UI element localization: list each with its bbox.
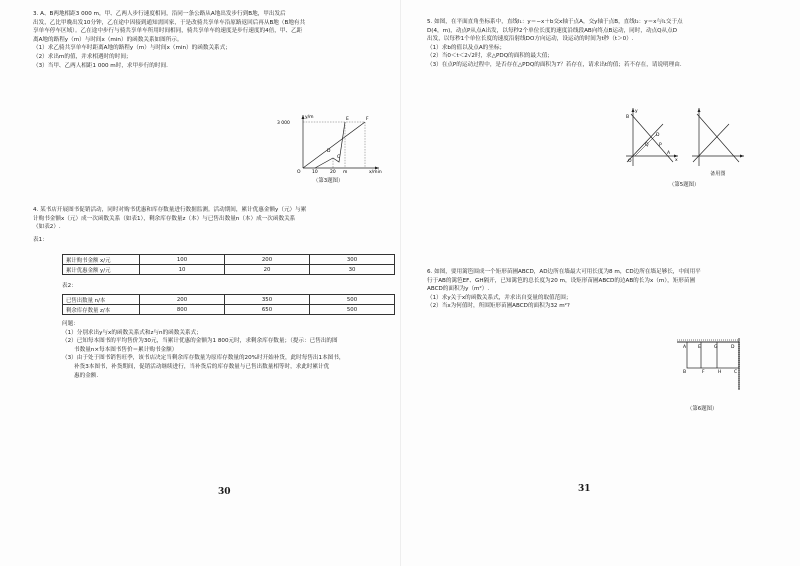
q6-fig-label: G	[714, 345, 718, 350]
table-row	[63, 305, 395, 315]
question-6	[427, 268, 782, 311]
q4-sub: 书数量n×每本图书售价＝累计购书金额）	[74, 346, 178, 353]
q3-y-label: y/m	[305, 115, 314, 120]
table-row	[63, 255, 395, 265]
table-cell: 500	[310, 295, 395, 305]
table-2	[62, 294, 395, 315]
q5-line: 出发，以每秒1个单位长度的速度沿射线DO方向运动，设运动的时间为t秒（t＞0）.	[427, 36, 634, 43]
q3-x-label: x/min	[369, 170, 382, 174]
q6-fig-label: E	[698, 345, 701, 350]
q5-figure	[623, 106, 681, 168]
q3-point-label: O	[297, 170, 301, 174]
q6-sub: （2）当x为何值时，所围矩形苗圃ABCD的面积为32 m²?	[427, 303, 570, 310]
q4-sub: 惠的金额.	[74, 372, 99, 379]
table-cell: 350	[225, 295, 310, 305]
q6-line: ABCD的面积为y（m²）.	[427, 286, 490, 293]
table-cell: 200	[225, 255, 310, 265]
q4-sub: （2）已知每本图书的平均售价为30元，当累计优惠的金额为1 800元时，求剩余库存数量；（提示：已售出的图	[62, 338, 338, 345]
q3-line: 3. A、B两地相距3 000 m，甲、乙两人步行速度相同，沿同一条公路从A地出发步行到B地，甲出发后	[33, 11, 286, 17]
table-cell: 已售出数量 n/本	[63, 295, 140, 305]
q4-line: （如表2）.	[33, 224, 61, 231]
q6-line: 行于AB的篱笆EF、GH隔开，已知篱笆的总长度为20 m，设矩形苗圃ABCD的边AB的长为x（m），矩形苗圃	[427, 277, 696, 284]
q6-fig-label: F	[702, 370, 705, 375]
q6-fig-label: H	[718, 370, 722, 375]
q3-y-tick: 3 000	[277, 121, 290, 126]
table-cell: 10	[140, 265, 225, 275]
q3-x-tick: 10	[312, 170, 318, 174]
q5-line: D(4，m)，动点P从点A出发，以每秒2个单位长度的速度沿线段AB向终点B运动，同时，动点Q从点D	[427, 27, 678, 34]
table-cell: 剩余库存数量 z/本	[63, 305, 140, 315]
q6-fig-label: C	[734, 370, 738, 375]
q4-ask: 问题：	[62, 321, 79, 327]
q3-sub: （2）求出m的值，并求相遇时的时间；	[33, 53, 132, 60]
q3-point-label: C	[337, 155, 341, 160]
q3-line: 离A地的路程y（m）与时间x（min）的函数关系如图所示。	[33, 36, 183, 43]
question-3	[33, 10, 378, 70]
table-cell: 800	[140, 305, 225, 315]
question-4	[33, 206, 378, 244]
q3-point-label: F	[366, 117, 369, 122]
q3-point-label: E	[346, 117, 349, 122]
q6-line: 6. 如图，要用篱笆围成一个矩形苗圃ABCD，AD边所在墙最大可用长度为8 m，CD边所在墙足够长，中间用平	[427, 269, 701, 275]
q5-fig-label: x	[675, 158, 678, 163]
table2-title: 表2：	[62, 283, 77, 289]
q4-line: 计购书金额x（元）成一次函数关系（如表1），剩余库存数量z（本）与已售出数量n（本）成一次函数关系	[33, 215, 296, 222]
q3-graph	[275, 112, 385, 174]
q5-fig-label: Q	[645, 143, 649, 148]
page-number: 30	[218, 487, 231, 497]
table-1	[62, 254, 395, 275]
q3-x-tick: m	[343, 170, 348, 174]
table-cell: 500	[310, 305, 395, 315]
q3-line: 出发，乙比甲晚出发10分钟，乙在途中因接到通知需回家，于是改骑共享单车沿原路返回后再从B地（B地有共	[33, 19, 306, 26]
q3-point-label: D	[327, 149, 331, 154]
q5-line: 5. 如图，在平面直角坐标系中，直线l₁：y＝−x＋b交x轴于点A，交y轴于点B，直线l₂：y＝x与l₁交于点	[427, 19, 683, 25]
q3-caption: （第3题图）	[313, 178, 344, 184]
table-row	[63, 295, 395, 305]
q4-sub: 补货3本图书，补货期间，促销活动继续进行，当补货后的库存数量与已售出数量相等时，求此时累计优	[74, 363, 330, 370]
q5-fig-label: P	[659, 143, 662, 148]
table-cell: 累计购书金额 x/元	[63, 255, 140, 265]
q6-sub: （1）求y关于x的函数关系式，并求出自变量的取值范围；	[427, 294, 572, 301]
table-cell: 200	[140, 295, 225, 305]
right-page	[400, 0, 800, 566]
q5-fig-label: D	[656, 133, 660, 138]
table-cell: 300	[310, 255, 395, 265]
q5-fig-label: B	[626, 115, 630, 120]
table-cell: 20	[225, 265, 310, 275]
q3-line: 享单车停车区域）。乙在途中步行与骑共享单车所用时间相同，骑共享单车的速度是步行速度的4倍，甲、乙距	[33, 28, 303, 35]
table-cell: 累计优惠金额 y/元	[63, 265, 140, 275]
q5-spare-figure	[689, 106, 747, 168]
q3-sub: （1）求乙骑共享单车时距离A地的路程y（m）与时间x（min）的函数关系式；	[33, 45, 231, 52]
q3-x-tick: 20	[330, 170, 336, 174]
q5-fig-label: O	[628, 159, 632, 164]
q6-fig-label: D	[731, 345, 735, 350]
q6-fig-label: B	[683, 370, 687, 375]
question-5	[427, 18, 782, 70]
q5-spare-label: 备用图	[710, 171, 726, 177]
q5-fig-label: y	[635, 109, 638, 114]
q3-sub: （3）当甲、乙两人相距1 000 m时，求甲步行的时间.	[33, 62, 168, 69]
q5-sub: （1）求b的值以及点A的坐标；	[427, 44, 506, 51]
q6-figure	[673, 336, 745, 392]
table-cell: 30	[310, 265, 395, 275]
q5-caption: （第5题图）	[669, 182, 700, 188]
q6-fig-label: A	[683, 345, 687, 350]
table-cell: 650	[225, 305, 310, 315]
q4-sub: （3）由于处于图书销售旺季，该书店决定当剩余库存数量为原库存数量的20%时开始补货，此时每售出1本图书，	[62, 355, 345, 362]
table-cell: 100	[140, 255, 225, 265]
q4-sub: （1）分别求出y与x的函数关系式和z与n的函数关系式；	[62, 329, 202, 336]
q6-caption: （第6题图）	[687, 406, 718, 412]
q5-sub: （3）在点P的运动过程中，是否存在△PDQ的面积为7？若存在，请求出t的值；若不存在，请说明理由.	[427, 61, 682, 68]
q4-line: 4. 某书店开展图书促销活动，同时对购书优惠和库存数量进行数据监测。活动期间，累计优惠金额y（元）与累	[33, 207, 307, 213]
q4-questions	[62, 320, 382, 380]
q5-fig-label: A	[667, 151, 671, 156]
table-row	[63, 265, 395, 275]
q5-sub: （2）当0＜t＜2√2时，求△PDQ的面积的最大值；	[427, 53, 553, 60]
table1-title: 表1：	[33, 236, 48, 243]
page-number: 31	[578, 484, 591, 494]
